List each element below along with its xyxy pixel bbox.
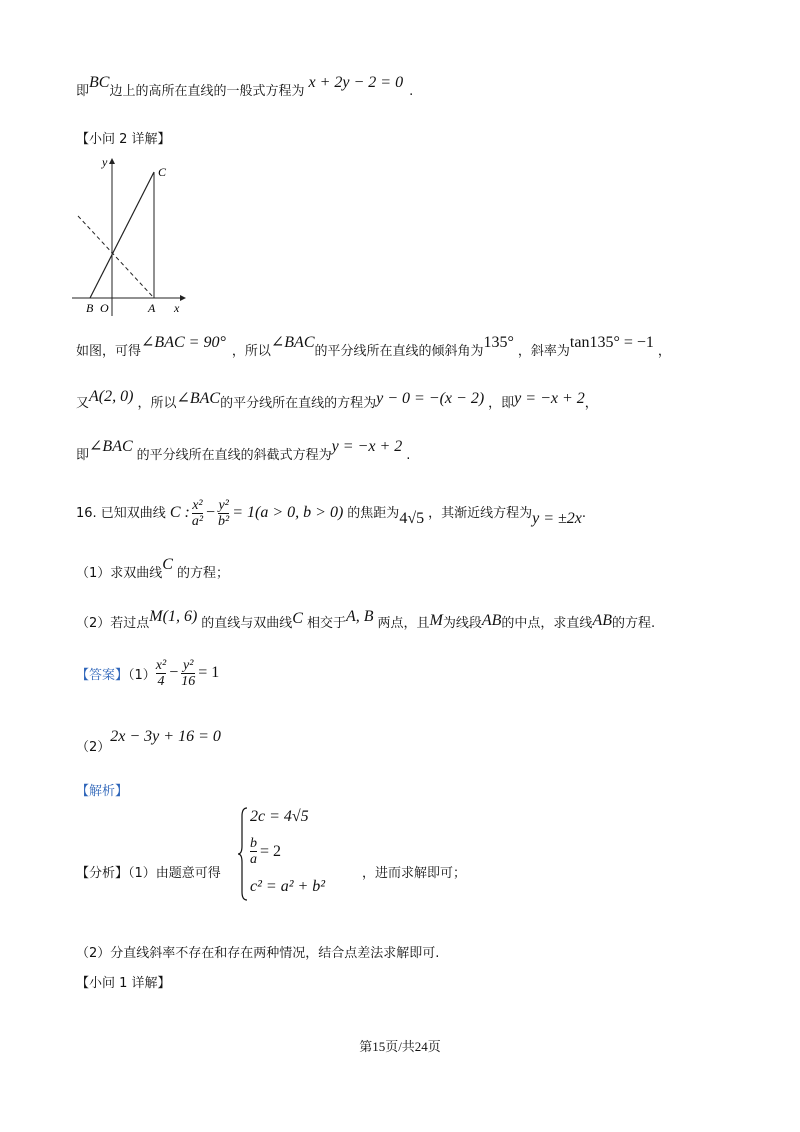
text: （1）求双曲线 <box>76 566 163 581</box>
text: ， <box>584 396 598 411</box>
math-bc: BC <box>89 74 110 91</box>
math-equation: y = −x + 2 <box>331 438 403 455</box>
text: 即 <box>76 448 90 463</box>
page-footer: 第15页/共24页 <box>359 1039 441 1054</box>
text-line-p5: （2）分直线斜率不存在和存在两种情况，结合点差法求解即可. <box>76 946 440 961</box>
math-value: 4√5 <box>399 510 425 527</box>
math-value: tan135° = −1 <box>569 334 654 351</box>
subquestion-1 <box>76 556 229 582</box>
text: 的平分线所在直线的方程为 <box>220 396 377 411</box>
math-c: C : <box>169 504 190 521</box>
fig-label-y: y <box>102 155 108 169</box>
math-equation: y − 0 = −(x − 2) <box>376 390 485 407</box>
subquestion-2 <box>76 608 656 632</box>
math-minus: − <box>169 664 179 681</box>
text: ，即 <box>488 396 515 411</box>
text: 16. 已知双曲线 <box>76 506 166 521</box>
text-line-p3 <box>76 388 598 412</box>
math-angle: ∠BAC <box>176 390 221 407</box>
analysis-line <box>76 862 221 881</box>
text: 即 <box>76 84 90 99</box>
text: （1） <box>128 668 156 683</box>
text: . <box>409 84 414 99</box>
text: 如图，可得 <box>76 344 142 359</box>
fraction-y2-b2 <box>218 498 229 529</box>
numerator: x² <box>155 658 167 673</box>
numerator: x² <box>192 498 203 513</box>
text: （2）若过点 <box>76 616 150 631</box>
text: 为线段 <box>442 616 482 631</box>
analysis-label: 【分析】 <box>76 866 129 881</box>
math-point: A(2, 0) <box>89 388 134 405</box>
math-ab: AB <box>481 612 502 629</box>
fig-label-a: A <box>148 301 156 315</box>
answer-tag: 【答案】 <box>76 668 129 683</box>
text: 的中点，求直线 <box>501 616 593 631</box>
answer-1 <box>76 658 219 689</box>
fraction-x2-4 <box>156 658 166 689</box>
math-equals: = 1 <box>198 664 220 681</box>
text: 边上的高所在直线的一般式方程为 <box>109 84 305 99</box>
text: 的平分线所在直线的倾斜角为 <box>314 344 484 359</box>
text-line-p2 <box>76 334 671 360</box>
math-ab: AB <box>592 612 612 629</box>
fig-label-x: x <box>174 301 180 315</box>
analysis-tag: 【解析】 <box>76 784 129 799</box>
system-row-1: 2c = 4√5 <box>250 808 309 825</box>
math-condition: = 1(a > 0, b > 0) <box>232 504 344 521</box>
math-equation: y = ±2x <box>532 510 582 527</box>
denominator: b² <box>218 514 230 529</box>
math-equation: y = −x + 2 <box>514 390 585 407</box>
text: 的直线与双曲线 <box>201 616 293 631</box>
system-row-3: c² = a² + b² <box>250 878 326 895</box>
text-line-p4 <box>76 438 411 464</box>
text: 的平分线所在直线的斜截式方程为 <box>136 448 332 463</box>
equals: = 2 <box>260 842 282 860</box>
numerator: y² <box>183 658 194 673</box>
fraction-x2-a2 <box>192 498 203 529</box>
text: 又 <box>76 396 90 411</box>
math-c: C <box>162 556 173 573</box>
analysis-line-tail: ，进而求解即可； <box>362 866 467 881</box>
math-value: 135° <box>483 334 514 351</box>
math-angle: ∠BAC = 90° <box>141 334 226 351</box>
question-16 <box>76 498 586 529</box>
text: 的方程； <box>176 566 229 581</box>
text: ，斜率为 <box>517 344 570 359</box>
text: ，所以 <box>137 396 177 411</box>
answer-2 <box>76 726 221 755</box>
math-c: C <box>292 610 303 627</box>
fig-label-o: O <box>100 301 109 315</box>
denominator: a <box>250 852 257 867</box>
math-points: A, B <box>345 608 374 625</box>
math-angle: ∠BAC <box>89 438 133 455</box>
text: 两点，且 <box>377 616 430 631</box>
text: （1）由题意可得 <box>128 866 221 881</box>
text: 相交于 <box>306 616 346 631</box>
section-heading-q1: 【小问 1 详解】 <box>76 976 171 991</box>
math-angle: ∠BAC <box>270 334 315 351</box>
text: 的焦距为 <box>347 506 400 521</box>
text: ，所以 <box>231 344 271 359</box>
text: 的方程. <box>611 616 656 631</box>
fig-label-c: C <box>158 165 167 179</box>
math-point: M(1, 6) <box>149 608 198 625</box>
math-m: M <box>429 612 443 629</box>
math-minus: − <box>206 504 216 521</box>
equation-system <box>238 806 358 902</box>
denominator: 16 <box>181 674 196 689</box>
math-equation: 2x − 3y + 16 = 0 <box>110 728 221 745</box>
denominator: a² <box>191 514 204 529</box>
text: ，其渐近线方程为 <box>428 506 533 521</box>
numerator: y² <box>218 498 229 513</box>
math-equation: x + 2y − 2 = 0 <box>308 74 404 91</box>
text: . <box>406 448 411 463</box>
fraction-y2-16 <box>181 658 195 689</box>
text: （2） <box>76 740 111 755</box>
denominator: 4 <box>157 674 165 689</box>
text: . <box>581 506 587 521</box>
numerator: b <box>250 836 257 851</box>
coordinate-figure <box>68 150 198 320</box>
text: ， <box>657 344 671 359</box>
system-row-2 <box>250 836 281 867</box>
fig-label-b: B <box>86 301 94 315</box>
text-line-1 <box>76 74 414 100</box>
section-heading-q2: 【小问 2 详解】 <box>76 132 171 147</box>
